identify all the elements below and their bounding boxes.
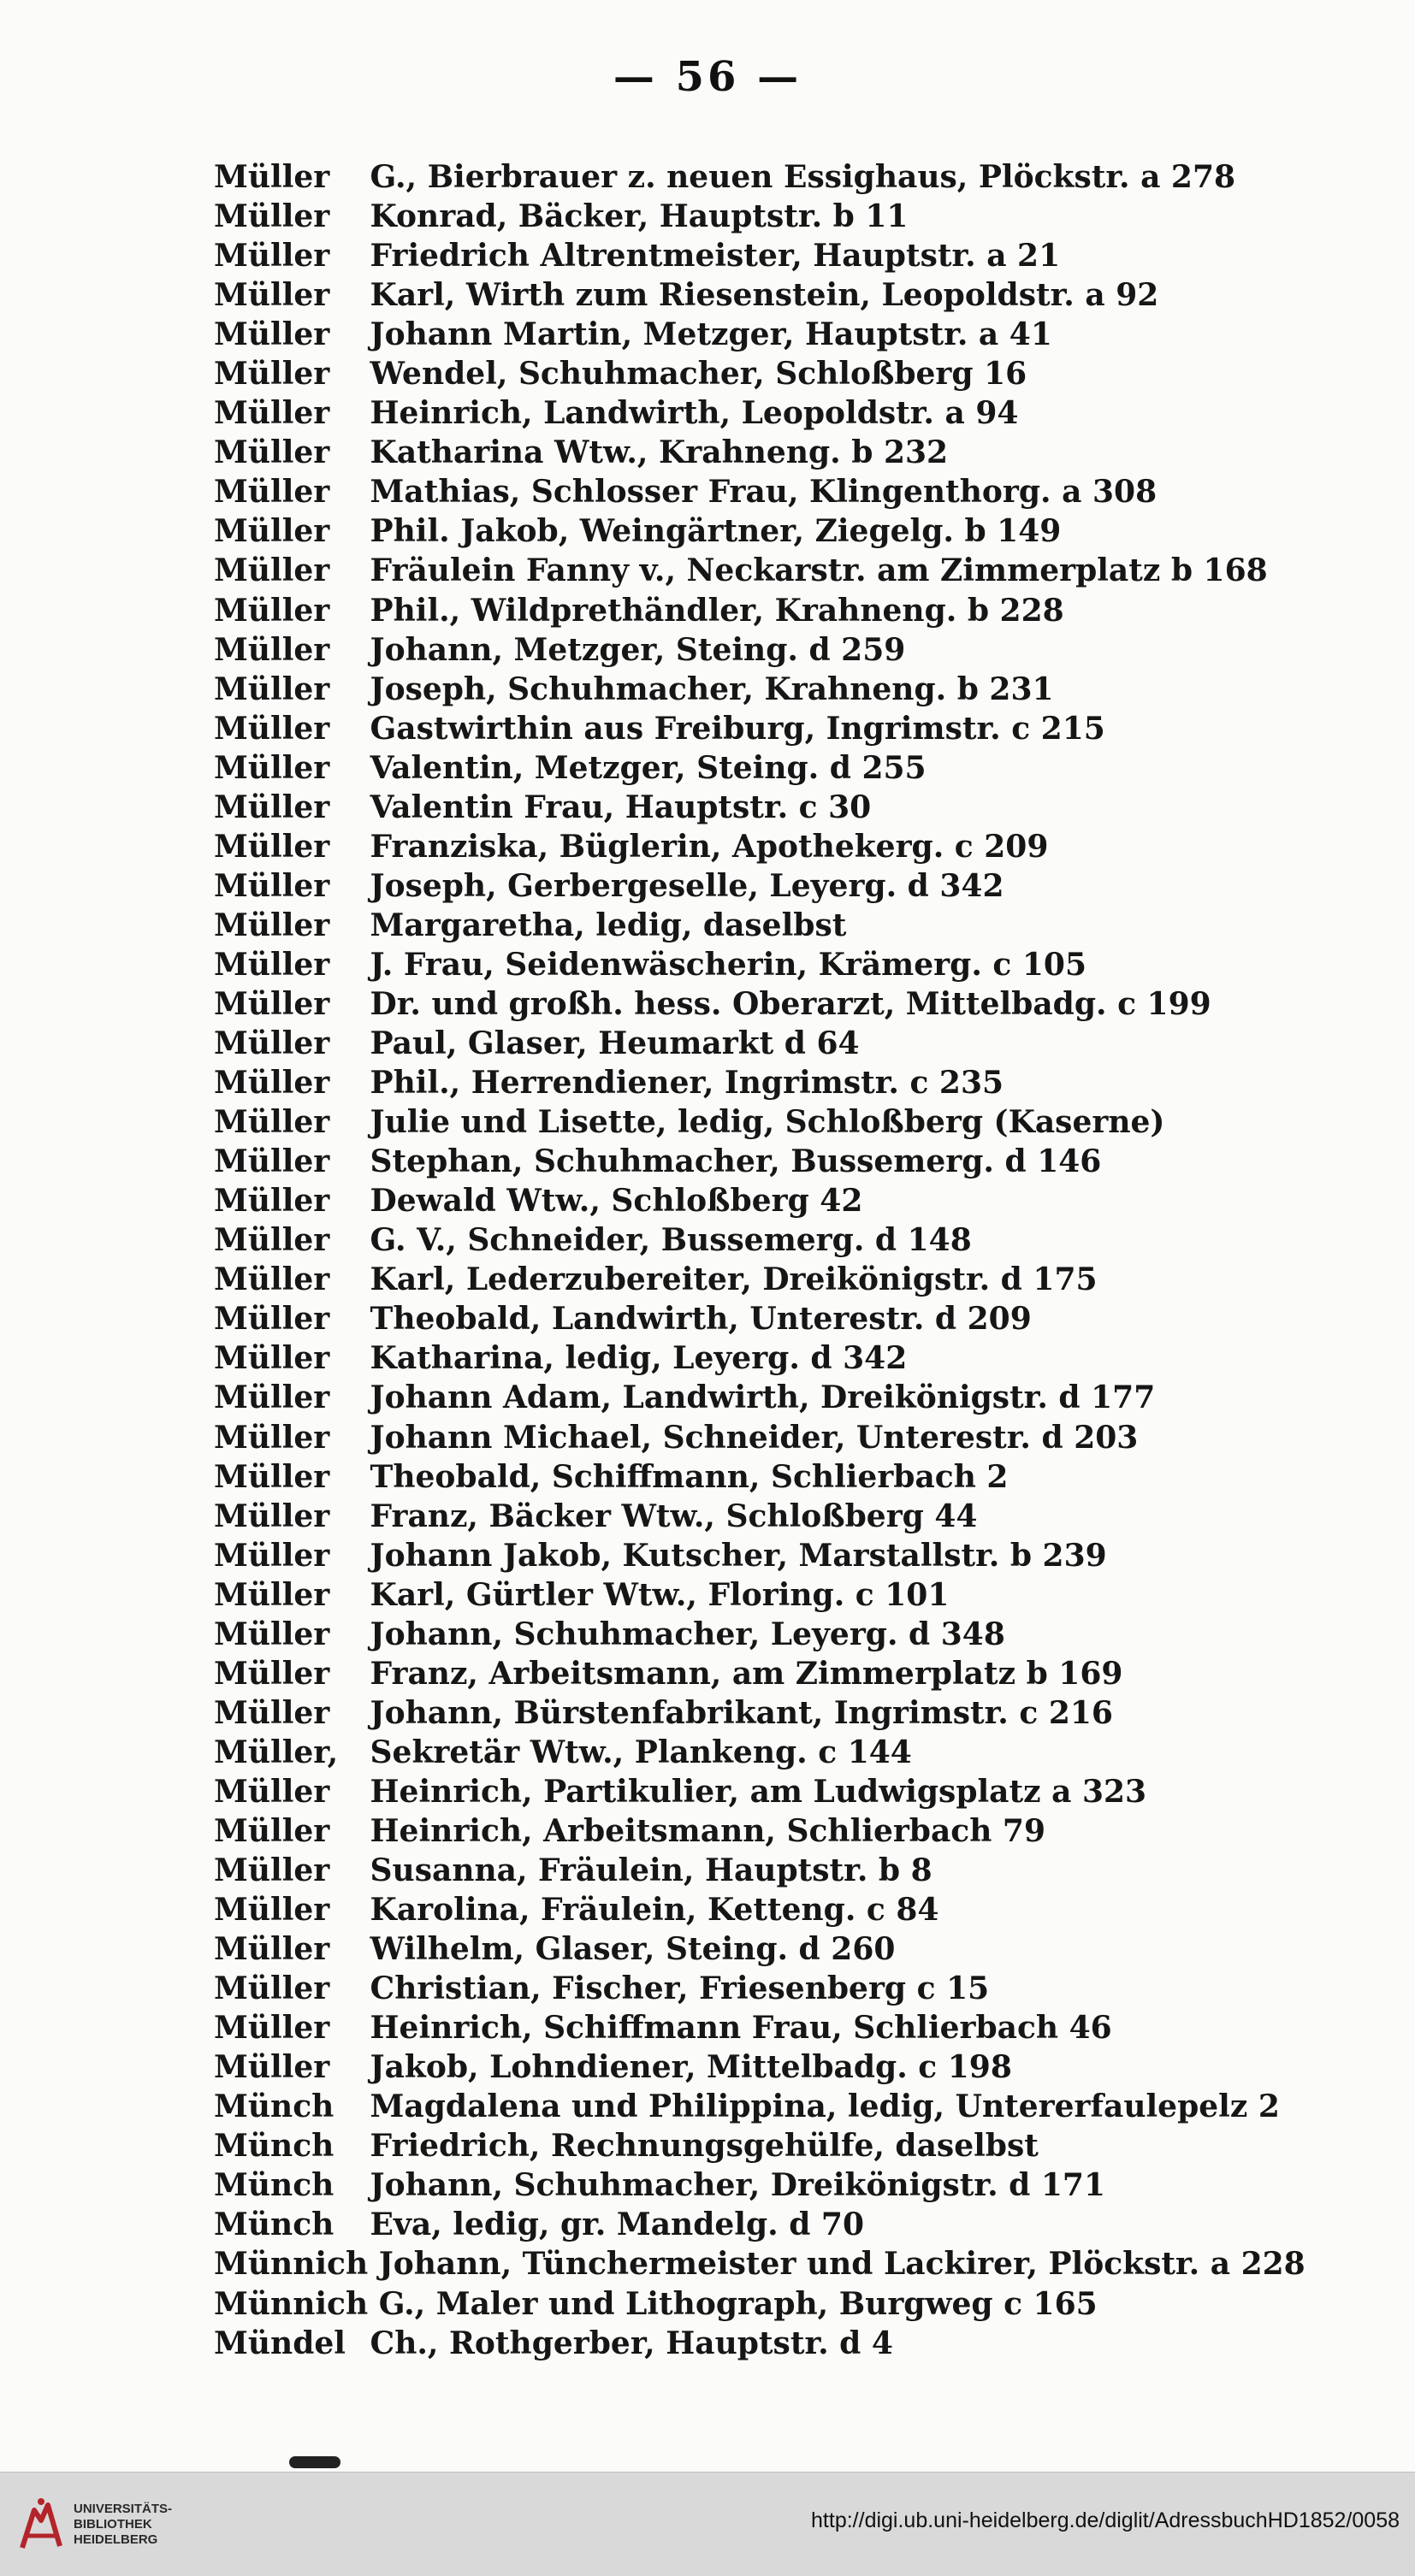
entry-details: Johann Adam, Landwirth, Dreikönigstr. d 177 bbox=[370, 1380, 1156, 1416]
entry-surname: Mündel bbox=[214, 2325, 346, 2361]
entry-details: Johann Jakob, Kutscher, Marstallstr. b 239 bbox=[370, 1537, 1107, 1574]
entry-details: Joseph, Schuhmacher, Krahneng. b 231 bbox=[370, 671, 1054, 707]
entry-surname: Müller bbox=[214, 1537, 330, 1574]
entry-details: Heinrich, Arbeitsmann, Schlierbach 79 bbox=[370, 1812, 1046, 1849]
page-number: — 56 — bbox=[613, 53, 802, 101]
entry-surname: Müller bbox=[214, 1222, 330, 1259]
library-name-line: BIBLIOTHEK bbox=[74, 2517, 152, 2532]
address-entry bbox=[214, 1418, 1326, 1457]
entry-surname: Münch bbox=[214, 2128, 335, 2165]
entry-details: Theobald, Schiffmann, Schlierbach 2 bbox=[370, 1458, 1009, 1495]
entry-details: Johann, Tünchermeister und Lackirer, Plöckstr. a 228 bbox=[378, 2246, 1305, 2283]
entry-details: Franz, Arbeitsmann, am Zimmerplatz b 169 bbox=[370, 1655, 1123, 1692]
address-entry bbox=[214, 1772, 1326, 1811]
entry-details: Johann, Metzger, Steing. d 259 bbox=[370, 631, 906, 668]
entry-surname: Müller bbox=[214, 552, 330, 589]
address-entry bbox=[214, 2205, 1326, 2244]
entry-surname: Müller bbox=[214, 2049, 330, 2086]
entry-surname: Müller bbox=[214, 1458, 330, 1495]
entry-surname: Müller bbox=[214, 159, 330, 195]
library-name-line: HEIDELBERG bbox=[74, 2532, 158, 2547]
entry-surname: Müller bbox=[214, 316, 330, 353]
entry-surname: Müller bbox=[214, 710, 330, 747]
entry-details: Wendel, Schuhmacher, Schloßberg 16 bbox=[370, 356, 1027, 393]
library-seal-icon bbox=[15, 2495, 67, 2555]
address-entry bbox=[214, 709, 1326, 748]
entry-details: Sekretär Wtw., Plankeng. c 144 bbox=[370, 1734, 912, 1770]
entry-surname: Müller bbox=[214, 1380, 330, 1416]
entry-surname: Müller bbox=[214, 1419, 330, 1456]
address-entry bbox=[214, 157, 1326, 197]
entry-surname: Müller bbox=[214, 1183, 330, 1220]
entry-surname: Müller bbox=[214, 1104, 330, 1141]
entry-details: Karl, Wirth zum Riesenstein, Leopoldstr. a 92 bbox=[370, 277, 1159, 314]
entry-surname: Müller bbox=[214, 434, 330, 471]
entry-surname: Müller, bbox=[214, 1734, 339, 1770]
entry-details: Joseph, Gerbergeselle, Leyerg. d 342 bbox=[370, 867, 1004, 904]
address-entry bbox=[214, 1260, 1326, 1299]
entry-surname: Müller bbox=[214, 2010, 330, 2047]
address-entry bbox=[214, 1378, 1326, 1417]
entry-surname: Müller bbox=[214, 907, 330, 943]
entry-details: Katharina Wtw., Krahneng. b 232 bbox=[370, 434, 949, 471]
entry-details: Phil., Wildprethändler, Krahneng. b 228 bbox=[370, 592, 1064, 629]
entry-surname: Müller bbox=[214, 198, 330, 235]
address-entry bbox=[214, 748, 1326, 788]
entry-surname: Müller bbox=[214, 474, 330, 511]
entry-surname: Müller bbox=[214, 1694, 330, 1731]
entry-surname: Müller bbox=[214, 1892, 330, 1929]
entry-surname: Müller bbox=[214, 1812, 330, 1849]
entry-surname: Müller bbox=[214, 277, 330, 314]
entry-details: Stephan, Schuhmacher, Bussemerg. d 146 bbox=[370, 1143, 1102, 1180]
library-footer bbox=[0, 2472, 1415, 2576]
entry-surname: Müller bbox=[214, 867, 330, 904]
entry-surname: Müller bbox=[214, 592, 330, 629]
entry-details: G., Bierbrauer z. neuen Essighaus, Plöckstr. a 278 bbox=[370, 159, 1236, 195]
entry-details: Phil., Herrendiener, Ingrimstr. c 235 bbox=[370, 1065, 1004, 1102]
address-entry bbox=[214, 2008, 1326, 2047]
entry-surname: Müller bbox=[214, 1931, 330, 1968]
address-entry bbox=[214, 393, 1326, 433]
entry-surname: Müller bbox=[214, 1340, 330, 1377]
entry-details: Susanna, Fräulein, Hauptstr. b 8 bbox=[370, 1852, 932, 1889]
address-entry bbox=[214, 1497, 1326, 1536]
entry-details: Friedrich Altrentmeister, Hauptstr. a 21 bbox=[370, 238, 1061, 275]
entry-details: Dewald Wtw., Schloßberg 42 bbox=[370, 1183, 863, 1220]
entry-surname: Münch bbox=[214, 2207, 335, 2243]
address-entry bbox=[214, 1890, 1326, 1929]
address-entry bbox=[214, 511, 1326, 551]
entry-details: Julie und Lisette, ledig, Schloßberg (Kaserne) bbox=[370, 1104, 1165, 1141]
entry-surname: Müller bbox=[214, 356, 330, 393]
entry-details: Phil. Jakob, Weingärtner, Ziegelg. b 149 bbox=[370, 513, 1062, 550]
entry-details: Margaretha, ledig, daselbst bbox=[370, 907, 847, 943]
entry-surname: Müller bbox=[214, 671, 330, 707]
source-url-link[interactable]: http://digi.ub.uni-heidelberg.de/diglit/AdressbuchHD1852/0058 bbox=[811, 2508, 1400, 2532]
address-entry bbox=[214, 2047, 1326, 2087]
address-entry bbox=[214, 1299, 1326, 1338]
address-entry bbox=[214, 236, 1326, 275]
entry-details: Konrad, Bäcker, Hauptstr. b 11 bbox=[370, 198, 909, 235]
entry-details: Karl, Lederzubereiter, Dreikönigstr. d 175 bbox=[370, 1261, 1098, 1298]
address-entry bbox=[214, 2284, 1326, 2324]
print-mark bbox=[289, 2456, 340, 2468]
entry-details: Dr. und großh. hess. Oberarzt, Mittelbadg. c 199 bbox=[370, 985, 1211, 1022]
entry-surname: Münch bbox=[214, 2167, 335, 2204]
entry-details: Valentin, Metzger, Steing. d 255 bbox=[370, 749, 927, 786]
address-entry bbox=[214, 1693, 1326, 1733]
entry-surname: Müller bbox=[214, 749, 330, 786]
entry-details: Franz, Bäcker Wtw., Schloßberg 44 bbox=[370, 1498, 978, 1534]
address-entry bbox=[214, 1338, 1326, 1378]
address-entry bbox=[214, 1536, 1326, 1575]
entry-surname: Müller bbox=[214, 1065, 330, 1102]
entry-details: G. V., Schneider, Bussemerg. d 148 bbox=[370, 1222, 972, 1259]
entry-details: J. Frau, Seidenwäscherin, Krämerg. c 105 bbox=[370, 946, 1086, 983]
entry-surname: Müller bbox=[214, 1143, 330, 1180]
entry-details: Johann, Schuhmacher, Dreikönigstr. d 171 bbox=[370, 2167, 1105, 2204]
entry-details: Johann, Schuhmacher, Leyerg. d 348 bbox=[370, 1616, 1005, 1652]
address-entry bbox=[214, 1615, 1326, 1654]
address-entry bbox=[214, 1220, 1326, 1260]
entry-details: Gastwirthin aus Freiburg, Ingrimstr. c 215 bbox=[370, 710, 1105, 747]
entry-details: Valentin Frau, Hauptstr. c 30 bbox=[370, 789, 872, 825]
entry-surname: Müller bbox=[214, 1498, 330, 1534]
entry-details: Heinrich, Partikulier, am Ludwigsplatz a 323 bbox=[370, 1773, 1147, 1810]
address-entry bbox=[214, 1969, 1326, 2008]
entry-surname: Müller bbox=[214, 1576, 330, 1613]
entry-details: G., Maler und Lithograph, Burgweg c 165 bbox=[378, 2285, 1098, 2322]
address-entry bbox=[214, 2126, 1326, 2165]
address-entry bbox=[214, 2324, 1326, 2363]
address-entry bbox=[214, 551, 1326, 590]
address-entry bbox=[214, 315, 1326, 354]
address-entries-list bbox=[214, 157, 1326, 2363]
entry-details: Ch., Rothgerber, Hauptstr. d 4 bbox=[370, 2325, 893, 2361]
address-entry bbox=[214, 1575, 1326, 1615]
entry-details: Paul, Glaser, Heumarkt d 64 bbox=[370, 1025, 860, 1062]
address-entry bbox=[214, 1457, 1326, 1497]
address-entry bbox=[214, 866, 1326, 906]
address-entry bbox=[214, 354, 1326, 393]
address-entry bbox=[214, 1181, 1326, 1220]
entry-surname: Münnich bbox=[214, 2246, 369, 2283]
entry-details: Eva, ledig, gr. Mandelg. d 70 bbox=[370, 2207, 865, 2243]
library-logo bbox=[15, 2495, 186, 2555]
entry-details: Fräulein Fanny v., Neckarstr. am Zimmerplatz b 168 bbox=[370, 552, 1268, 589]
address-entry bbox=[214, 1851, 1326, 1890]
entry-details: Johann Michael, Schneider, Unterestr. d 203 bbox=[370, 1419, 1139, 1456]
entry-details: Magdalena und Philippina, ledig, Untererfaulepelz 2 bbox=[370, 2089, 1280, 2125]
entry-surname: Müller bbox=[214, 513, 330, 550]
address-entry bbox=[214, 2087, 1326, 2126]
address-entry bbox=[214, 433, 1326, 472]
library-name bbox=[74, 2502, 172, 2548]
address-entry bbox=[214, 984, 1326, 1024]
entry-surname: Müller bbox=[214, 1773, 330, 1810]
address-entry bbox=[214, 906, 1326, 945]
library-name-line: UNIVERSITÄTS- bbox=[74, 2502, 173, 2516]
entry-surname: Müller bbox=[214, 238, 330, 275]
entry-surname: Müller bbox=[214, 1616, 330, 1652]
entry-details: Johann, Bürstenfabrikant, Ingrimstr. c 216 bbox=[370, 1694, 1113, 1731]
entry-details: Karolina, Fräulein, Ketteng. c 84 bbox=[370, 1892, 939, 1929]
address-entry bbox=[214, 1929, 1326, 1969]
entry-details: Karl, Gürtler Wtw., Floring. c 101 bbox=[370, 1576, 950, 1613]
entry-surname: Müller bbox=[214, 985, 330, 1022]
entry-surname: Münch bbox=[214, 2089, 335, 2125]
entry-details: Franziska, Büglerin, Apothekerg. c 209 bbox=[370, 828, 1049, 865]
entry-surname: Müller bbox=[214, 395, 330, 432]
address-entry bbox=[214, 2165, 1326, 2205]
entry-details: Heinrich, Landwirth, Leopoldstr. a 94 bbox=[370, 395, 1019, 432]
address-entry bbox=[214, 2244, 1326, 2284]
address-entry bbox=[214, 1811, 1326, 1851]
entry-details: Christian, Fischer, Friesenberg c 15 bbox=[370, 1970, 990, 2007]
entry-surname: Müller bbox=[214, 631, 330, 668]
entry-details: Katharina, ledig, Leyerg. d 342 bbox=[370, 1340, 908, 1377]
address-entry bbox=[214, 945, 1326, 984]
address-entry bbox=[214, 1654, 1326, 1693]
entry-surname: Müller bbox=[214, 1301, 330, 1338]
entry-details: Heinrich, Schiffmann Frau, Schlierbach 46 bbox=[370, 2010, 1112, 2047]
entry-details: Wilhelm, Glaser, Steing. d 260 bbox=[370, 1931, 896, 1968]
entry-details: Mathias, Schlosser Frau, Klingenthorg. a 308 bbox=[370, 474, 1157, 511]
entry-surname: Müller bbox=[214, 1025, 330, 1062]
address-entry bbox=[214, 1733, 1326, 1772]
entry-details: Theobald, Landwirth, Unterestr. d 209 bbox=[370, 1301, 1032, 1338]
address-entry bbox=[214, 670, 1326, 709]
address-entry bbox=[214, 630, 1326, 670]
entry-surname: Müller bbox=[214, 1261, 330, 1298]
address-entry bbox=[214, 1142, 1326, 1181]
address-entry bbox=[214, 827, 1326, 866]
entry-details: Johann Martin, Metzger, Hauptstr. a 41 bbox=[370, 316, 1052, 353]
entry-surname: Müller bbox=[214, 789, 330, 825]
entry-surname: Müller bbox=[214, 946, 330, 983]
address-entry bbox=[214, 1024, 1326, 1063]
address-entry bbox=[214, 591, 1326, 630]
address-entry bbox=[214, 472, 1326, 511]
entry-details: Friedrich, Rechnungsgehülfe, daselbst bbox=[370, 2128, 1039, 2165]
address-entry bbox=[214, 1102, 1326, 1142]
entry-details: Jakob, Lohndiener, Mittelbadg. c 198 bbox=[370, 2049, 1012, 2086]
address-entry bbox=[214, 788, 1326, 827]
address-entry bbox=[214, 197, 1326, 236]
address-entry bbox=[214, 1063, 1326, 1102]
entry-surname: Müller bbox=[214, 828, 330, 865]
entry-surname: Müller bbox=[214, 1970, 330, 2007]
address-entry bbox=[214, 275, 1326, 315]
entry-surname: Müller bbox=[214, 1655, 330, 1692]
entry-surname: Münnich bbox=[214, 2285, 369, 2322]
entry-surname: Müller bbox=[214, 1852, 330, 1889]
